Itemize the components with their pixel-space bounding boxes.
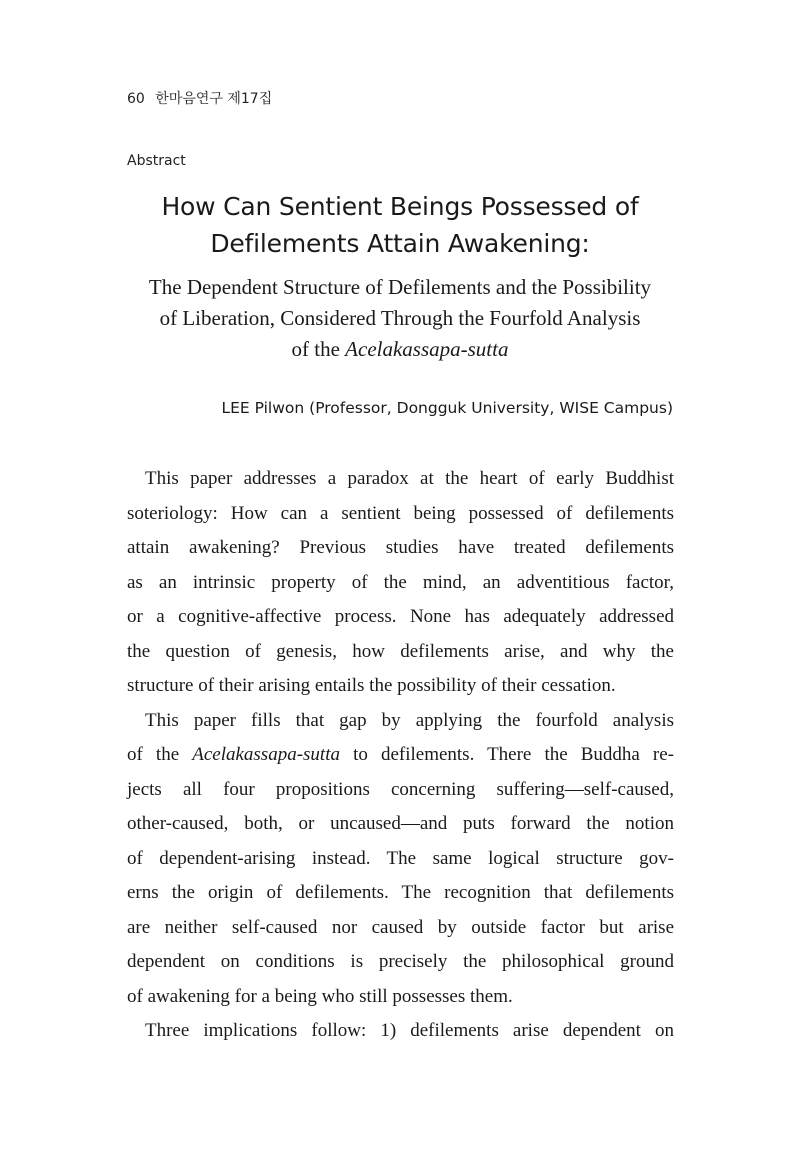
body-line-suffix: to defilements. There the Buddha re- <box>353 744 675 765</box>
body-line: or a cognitive-affective process. None has adequately addressed <box>127 606 674 627</box>
paper-subtitle <box>120 272 680 365</box>
body-line: soteriology: How can a sentient being possessed of defilements <box>127 502 674 524</box>
body-line: dependent on conditions is precisely the philosophical ground <box>127 951 674 972</box>
abstract-body <box>127 462 674 1049</box>
body-line: jects all four propositions concerning suffering—self-caused, <box>127 778 674 800</box>
page-number: 60 <box>127 91 145 107</box>
subtitle-line-1: The Dependent Structure of Defilements and the Possibility <box>148 275 652 299</box>
body-line: attain awakening? Previous studies have treated defilements <box>127 537 674 558</box>
body-line: as an intrinsic property of the mind, an adventitious factor, <box>127 571 674 593</box>
subtitle-line-3 <box>120 334 680 365</box>
journal-name: 한마음연구 제17집 <box>155 91 273 107</box>
body-line: other-caused, both, or uncaused—and puts forward the notion <box>127 813 674 834</box>
running-header <box>127 88 272 108</box>
title-line-2: Defilements Attain Awakening: <box>210 229 590 258</box>
body-line: the question of genesis, how defilements arise, and why the <box>127 640 674 662</box>
section-label: Abstract <box>127 153 186 169</box>
body-line <box>127 738 674 773</box>
body-line: are neither self-caused nor caused by outside factor but arise <box>127 916 674 938</box>
paper-title <box>120 188 680 262</box>
author-byline: LEE Pilwon (Professor, Dongguk University, WISE Campus) <box>221 399 673 417</box>
body-line: of awakening for a being who still possesses them. <box>127 985 513 1007</box>
body-line: of dependent-arising instead. The same logical structure gov- <box>127 847 674 869</box>
body-line: Three implications follow: 1) defilements arise dependent on <box>145 1020 674 1041</box>
subtitle-line-3-prefix: of the <box>291 337 340 361</box>
body-line-prefix: of the <box>127 744 180 765</box>
body-line: This paper addresses a paradox at the heart of early Buddhist <box>145 468 674 489</box>
title-line-1: How Can Sentient Beings Possessed of <box>161 192 639 221</box>
body-line: erns the origin of defilements. The recognition that defilements <box>127 882 674 903</box>
subtitle-sutta-name: Acelakassapa-sutta <box>345 337 509 361</box>
body-line: structure of their arising entails the possibility of their cessation. <box>127 675 616 696</box>
body-sutta-name: Acelakassapa-sutta <box>192 744 340 765</box>
subtitle-line-2: of Liberation, Considered Through the Fourfold Analysis <box>159 306 641 330</box>
body-line: This paper fills that gap by applying the fourfold analysis <box>145 709 674 731</box>
